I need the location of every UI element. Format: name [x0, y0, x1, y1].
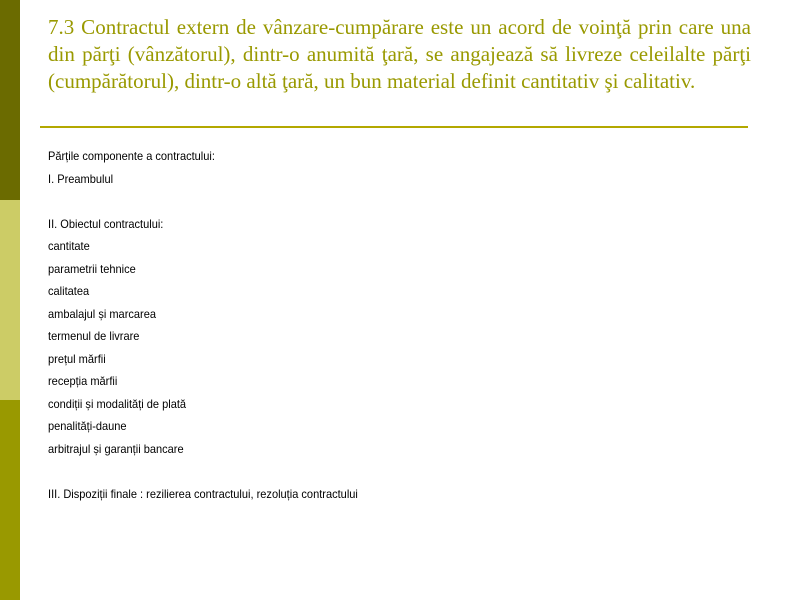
- list-item: calitatea: [48, 284, 90, 298]
- list-item: arbitrajul și garanții bancare: [48, 441, 184, 456]
- list-item: penalități-daune: [48, 419, 127, 433]
- list-item: cantitate: [48, 239, 90, 253]
- section-preambul: I. Preambulul: [48, 171, 114, 186]
- list-item: prețul mărfii: [48, 351, 106, 366]
- list-item: parametrii tehnice: [48, 261, 136, 276]
- list-item: recepția mărfii: [48, 374, 118, 388]
- title-divider: [40, 126, 748, 128]
- spacer: [48, 460, 692, 483]
- section-dispozitii: III. Dispoziții finale : rezilierea contractului, rezoluția contractului: [48, 486, 358, 501]
- side-bar-dark: [0, 0, 20, 200]
- list-item: termenul de livrare: [48, 329, 140, 343]
- side-bar-mid: [0, 400, 20, 600]
- list-item: ambalajul și marcarea: [48, 306, 156, 321]
- slide-body: [48, 145, 692, 505]
- list-item: condiții și modalități de plată: [48, 396, 187, 411]
- section-obiect: II. Obiectul contractului:: [48, 216, 164, 231]
- side-bar-light: [0, 200, 20, 400]
- slide-title: 7.3 Contractul extern de vânzare-cumpărare este un acord de voinţă prin care una din părţi (vânzătorul), dintr-o anumită ţară, se angajează să livreze celeilalte părţi (cumpărătorul), dintr-o altă ţară, un bun material definit cantitativ şi calitativ.: [48, 15, 751, 93]
- intro-text: Părțile componente a contractului:: [48, 149, 215, 163]
- spacer: [48, 190, 692, 213]
